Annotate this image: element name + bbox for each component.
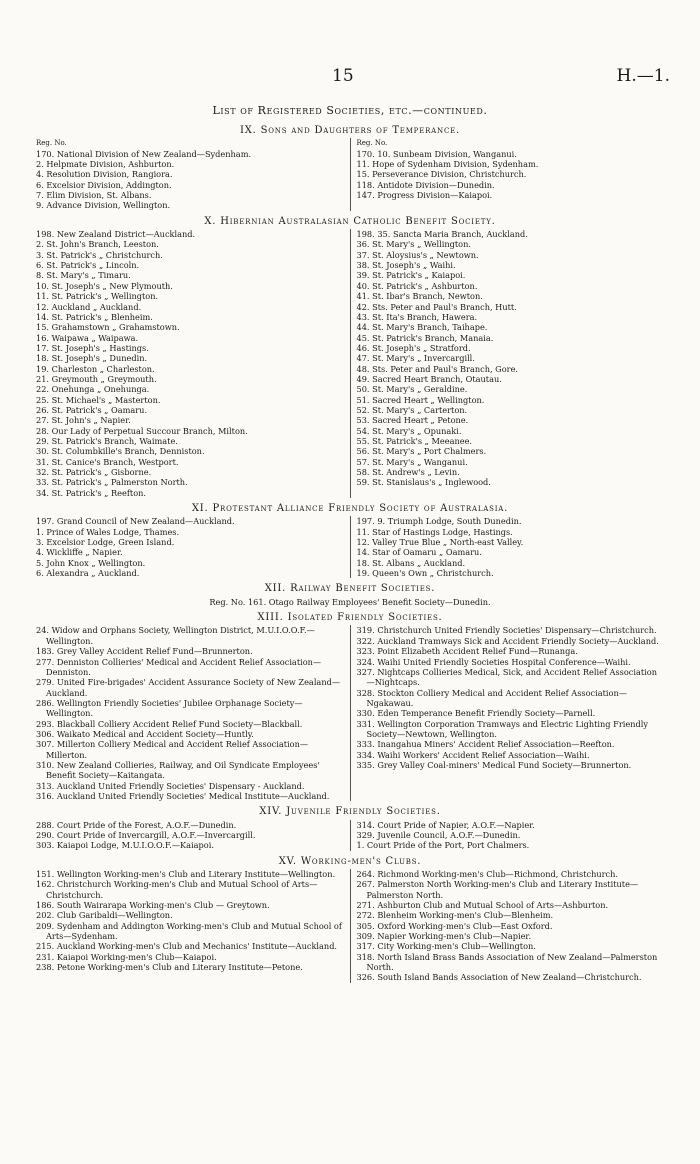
section-xiii-right: [351, 625, 671, 801]
list-item: 286. Wellington Friendly Societies' Jubilee Orphanage Society—Wellington.: [36, 697, 303, 719]
list-item: 25. St. Michael's „ Masterton.: [36, 394, 161, 405]
list-item: 3. Excelsior Lodge, Green Island.: [36, 537, 175, 548]
section-xi-heading: XI. Protestant Alliance Friendly Society of Australasia.: [191, 503, 509, 515]
list-item: 7. Elim Division, St. Albans.: [36, 190, 152, 201]
list-item: 328. Stockton Colliery Medical and Accident Relief Association—Ngakawau.: [356, 687, 627, 708]
list-item: 31. St. Canice's Branch, Westport.: [36, 456, 179, 467]
section-xi: [30, 516, 670, 578]
list-item: 39. St. Patrick's „ Kaiapoi.: [356, 270, 466, 281]
list-item: 272. Blenheim Working-men's Club—Blenheim.: [356, 910, 554, 921]
list-item: 34. St. Patrick's „ Reefton.: [36, 487, 146, 498]
section-x-right: [351, 229, 671, 498]
section-xv: [30, 869, 670, 983]
list-item: 331. Wellington Corporation Tramways and Electric Lighting Friendly Society—Newtown, Wellington.: [356, 718, 648, 739]
page-header: [30, 66, 670, 86]
list-item: 10. St. Joseph's „ New Plymouth.: [36, 280, 173, 291]
list-item: 267. Palmerston North Working-men's Club and Literary Institute—Palmerston North.: [356, 879, 639, 900]
list-item: 2. St. John's Branch, Leeston.: [36, 239, 159, 250]
list-item: 326. South Island Bands Association of New Zealand—Christchurch.: [356, 972, 642, 983]
list-item: 309. Napier Working-men's Club—Napier.: [356, 931, 532, 942]
list-item: 59. St. Stanislaus's „ Inglewood.: [356, 477, 491, 488]
list-item: 49. Sacred Heart Branch, Otautau.: [356, 373, 502, 384]
list-item: 27. St. John's „ Napier.: [36, 415, 131, 426]
list-item: 334. Waihi Workers' Accident Relief Association—Waihi.: [356, 749, 590, 760]
section-xv-right: [351, 869, 671, 983]
list-item: 12. Valley True Blue „ North-east Valley.: [356, 537, 524, 548]
list-item: 43. St. Ita's Branch, Hawera.: [356, 311, 478, 322]
section-x-left: [30, 229, 351, 498]
list-item: 1. Court Pride of the Port, Port Chalmers.: [356, 840, 530, 851]
list-item: 3. St. Patrick's „ Christchurch.: [36, 249, 163, 260]
list-item: 118. Antidote Division—Dunedin.: [356, 179, 495, 190]
list-item: 19. Queen's Own „ Christchurch.: [356, 568, 494, 579]
section-xiv-left: [30, 820, 351, 851]
list-item: 335. Grey Valley Coal-miners' Medical Fund Society—Brunnerton.: [356, 759, 632, 770]
list-item: 303. Kaiapoi Lodge, M.U.I.O.O.F.—Kaiapoi.: [36, 840, 214, 851]
list-item: 306. Waikato Medical and Accident Society—Huntly.: [36, 728, 254, 739]
list-item: 14. St. Patrick's „ Blenheim.: [36, 311, 153, 322]
list-item: 209. Sydenham and Addington Working-men's Club and Mutual School of Arts—Sydenham.: [36, 920, 342, 942]
list-item: 2. Helpmate Division, Ashburton.: [36, 159, 175, 170]
section-x: [30, 229, 670, 498]
list-item: 307. Millerton Colliery Medical and Accident Relief Association—Millerton.: [36, 739, 309, 760]
list-item: 56. St. Mary's „ Port Chalmers.: [356, 446, 487, 457]
list-item: 48. Sts. Peter and Paul's Branch, Gore.: [356, 363, 519, 374]
list-item: 21. Greymouth „ Greymouth.: [36, 373, 157, 384]
list-item: 198. New Zealand District—Auckland.: [36, 229, 196, 240]
list-item: 32. St. Patrick's „ Gisborne.: [36, 467, 152, 477]
section-ix-right: [351, 138, 671, 210]
list-item: 151. Wellington Working-men's Club and Literary Institute—Wellington.: [36, 869, 336, 880]
list-item: 323. Point Elizabeth Accident Relief Fund—Runanga.: [356, 646, 578, 657]
list-item: 14. Star of Oamaru „ Oamaru.: [356, 547, 482, 558]
list-item: 333. Inangahua Miners' Accident Relief Association—Reefton.: [356, 739, 615, 750]
section-x-heading: X. Hibernian Australasian Catholic Benefit Society.: [204, 215, 496, 227]
list-title: List of Registered Societies, etc.—continued.: [212, 104, 488, 117]
list-item: Reg. No.: [36, 139, 67, 148]
list-item: 22. Onehunga „ Onehunga.: [36, 384, 150, 395]
list-item: 314. Court Pride of Napier, A.O.F.—Napier.: [356, 819, 535, 830]
section-xv-left: [30, 869, 351, 983]
list-item: 11. Hope of Sydenham Division, Sydenham.: [356, 159, 539, 170]
section-xv-heading: XV. Working-men's Clubs.: [278, 855, 422, 867]
list-item: 55. St. Patrick's „ Meeanee.: [356, 435, 473, 446]
list-item: 54. St. Mary's „ Opunaki.: [356, 425, 462, 436]
list-item: 18. St. Albans „ Auckland.: [356, 557, 466, 568]
list-item: 316. Auckland United Friendly Societies' Medical Institute—Auckland.: [36, 790, 330, 801]
list-item: 18. St. Joseph's „ Dunedin.: [36, 353, 148, 364]
list-item: 279. United Fire-brigades' Accident Assurance Society of New Zealand—Auckland.: [36, 677, 341, 698]
page-number: 15: [332, 66, 354, 86]
list-item: 41. St. Ibar's Branch, Newton.: [356, 291, 483, 302]
list-item: 11. Star of Hastings Lodge, Hastings.: [356, 526, 513, 537]
list-item: 17. St. Joseph's „ Hastings.: [36, 342, 149, 353]
list-item: 186. South Wairarapa Working-men's Club — Greytown.: [36, 900, 270, 911]
list-item: 277. Denniston Collieries' Medical and Accident Relief Association—Denniston.: [36, 656, 322, 677]
list-item: 147. Progress Division—Kaiapoi.: [356, 190, 493, 201]
list-item: 46. St. Joseph's „ Stratford.: [356, 342, 471, 353]
list-item: 4. Wickliffe „ Napier.: [36, 547, 123, 558]
section-xiv: [30, 820, 670, 851]
document-page: [30, 0, 670, 983]
list-item: 317. City Working-men's Club—Wellington.: [356, 941, 536, 952]
list-item: 33. St. Patrick's „ Palmerston North.: [36, 477, 188, 488]
list-item: 9. Advance Division, Wellington.: [36, 200, 171, 211]
list-item: 198. 35. Sancta Maria Branch, Auckland.: [356, 229, 528, 240]
list-item: 30. St. Columbkille's Branch, Denniston.: [36, 446, 205, 457]
list-item: 215. Auckland Working-men's Club and Mechanics' Institute—Auckland.: [36, 941, 338, 952]
section-xiii-left: [30, 625, 351, 801]
list-item: 322. Auckland Tramways Sick and Accident Friendly Society—Auckland.: [356, 635, 659, 646]
list-item: 330. Eden Temperance Benefit Friendly Society—Parnell.: [356, 708, 596, 719]
list-item: 318. North Island Brass Bands Association of New Zealand—Palmerston North.: [356, 951, 658, 973]
list-item: 170. National Division of New Zealand—Sydenham.: [36, 148, 252, 159]
list-item: 197. 9. Triumph Lodge, South Dunedin.: [356, 516, 522, 527]
list-item: 37. St. Aloysius's „ Newtown.: [356, 249, 479, 260]
document-reference: H.—1.: [616, 66, 670, 86]
list-item: 202. Club Garibaldi—Wellington.: [36, 910, 173, 921]
section-xiii-heading: XIII. Isolated Friendly Societies.: [257, 612, 443, 624]
list-item: 45. St. Patrick's Branch, Manaia.: [356, 332, 494, 343]
list-item: 5. John Knox „ Wellington.: [36, 557, 146, 568]
list-item: 4. Resolution Division, Rangiora.: [36, 169, 173, 180]
list-item: 305. Oxford Working-men's Club—East Oxford.: [356, 920, 553, 931]
list-item: 15. Grahamstown „ Grahamstown.: [36, 322, 180, 333]
list-item: 29. St. Patrick's Branch, Waimate.: [36, 435, 178, 446]
list-item: 162. Christchurch Working-men's Club and Mutual School of Arts—Christchurch.: [36, 879, 318, 900]
list-item: 58. St. Andrew's „ Levin.: [356, 467, 460, 477]
list-item: 264. Richmond Working-men's Club—Richmond, Christchurch.: [356, 869, 618, 880]
list-item: 319. Christchurch United Friendly Societies' Dispensary—Christchurch.: [356, 625, 657, 636]
section-xii-line: Reg. No. 161. Otago Railway Employees' Benefit Society—Dunedin.: [209, 596, 491, 607]
section-ix-left: [30, 138, 351, 210]
section-xiv-right: [351, 820, 671, 851]
list-item: 53. Sacred Heart „ Petone.: [356, 415, 469, 426]
list-item: 50. St. Mary's „ Geraldine.: [356, 384, 468, 395]
section-ix-heading: IX. Sons and Daughters of Temperance.: [239, 125, 460, 136]
list-item: 42. Sts. Peter and Paul's Branch, Hutt.: [356, 301, 517, 312]
list-item: 19. Charleston „ Charleston.: [36, 363, 155, 374]
list-item: 8. St. Mary's „ Timaru.: [36, 270, 131, 281]
list-item: 183. Grey Valley Accident Relief Fund—Brunnerton.: [36, 646, 253, 657]
list-item: 238. Petone Working-men's Club and Literary Institute—Petone.: [36, 962, 303, 973]
list-item: 329. Juvenile Council, A.O.F.—Dunedin.: [356, 830, 521, 840]
section-ix: [30, 138, 670, 210]
list-item: 57. St. Mary's „ Wanganui.: [356, 456, 468, 467]
list-item: 52. St. Mary's „ Carterton.: [356, 404, 468, 415]
list-item: 327. Nightcaps Collieries Medical, Sick, and Accident Relief Association—Nightcaps.: [356, 666, 657, 688]
list-item: 26. St. Patrick's „ Oamaru.: [36, 404, 148, 415]
list-item: 11. St. Patrick's „ Wellington.: [36, 291, 159, 302]
list-item: 24. Widow and Orphans Society, Wellington District, M.U.I.O.O.F.—Wellington.: [36, 625, 315, 646]
section-xi-left: [30, 516, 351, 578]
list-item: 231. Kaiapoi Working-men's Club—Kaiapoi.: [36, 951, 217, 962]
list-item: 28. Our Lady of Perpetual Succour Branch, Milton.: [36, 425, 248, 436]
list-item: Reg. No.: [356, 139, 388, 148]
list-item: 38. St. Joseph's „ Waihi.: [356, 260, 456, 271]
section-xii-heading: XII. Railway Benefit Societies.: [264, 583, 436, 595]
list-item: 47. St. Mary's „ Invercargill.: [356, 353, 475, 364]
list-item: 44. St. Mary's Branch, Taihape.: [356, 322, 488, 333]
list-item: 6. Excelsior Division, Addington.: [36, 179, 172, 190]
section-xiii: [30, 625, 670, 801]
list-item: 290. Court Pride of Invercargill, A.O.F.—Invercargill.: [36, 830, 256, 840]
list-item: 313. Auckland United Friendly Societies' Dispensary - Auckland.: [36, 780, 305, 791]
list-item: 288. Court Pride of the Forest, A.O.F.—Dunedin.: [36, 819, 237, 830]
list-item: 36. St. Mary's „ Wellington.: [356, 239, 471, 250]
list-item: 6. St. Patrick's „ Lincoln.: [36, 260, 140, 271]
content: [30, 120, 670, 983]
list-item: 6. Alexandra „ Auckland.: [36, 568, 140, 579]
section-xi-right: [351, 516, 671, 578]
list-item: 310. New Zealand Collieries, Railway, and Oil Syndicate Employees' Benefit Society—Kaitangata.: [36, 759, 320, 781]
list-item: 16. Waipawa „ Waipawa.: [36, 332, 139, 343]
list-item: 12. Auckland „ Auckland.: [36, 301, 142, 312]
list-item: 293. Blackball Colliery Accident Relief Fund Society—Blackball.: [36, 718, 303, 729]
list-item: 271. Ashburton Club and Mutual School of Arts—Ashburton.: [356, 900, 609, 911]
list-item: 324. Waihi United Friendly Societies Hospital Conference—Waihi.: [356, 656, 631, 667]
section-xiv-heading: XIV. Juvenile Friendly Societies.: [259, 806, 441, 818]
list-item: 1. Prince of Wales Lodge, Thames.: [36, 526, 180, 537]
list-item: 170. 10. Sunbeam Division, Wanganui.: [356, 148, 517, 159]
list-item: 51. Sacred Heart „ Wellington.: [356, 394, 485, 405]
list-item: 15. Perseverance Division, Christchurch.: [356, 169, 527, 180]
list-item: 197. Grand Council of New Zealand—Auckland.: [36, 516, 235, 527]
list-item: 40. St. Patrick's „ Ashburton.: [356, 280, 478, 291]
